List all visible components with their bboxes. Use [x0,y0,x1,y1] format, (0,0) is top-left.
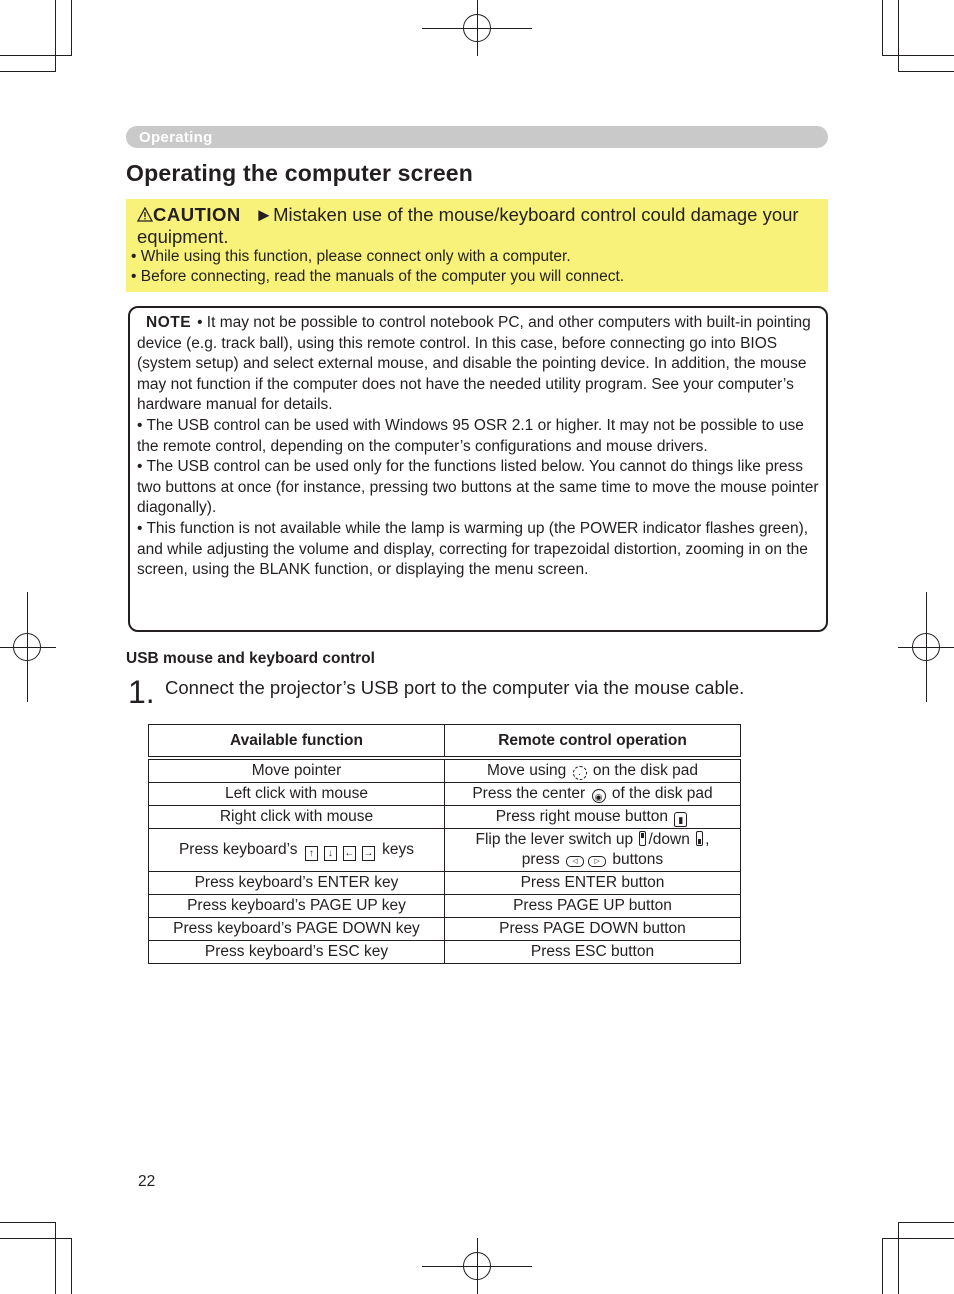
caution-label-group [137,204,241,225]
operation-text: on the disk pad [592,762,699,779]
function-cell: Press keyboard’s ESC key [149,941,445,964]
operation-text: /down [648,831,690,848]
function-text: keys [382,840,415,858]
section-label: Operating [139,129,213,146]
function-cell: Press keyboard’s PAGE DOWN key [149,918,445,941]
lever-down-icon [696,831,703,846]
table-row [149,941,741,964]
function-cell: Left click with mouse [149,783,445,806]
function-text: Press keyboard’s [178,840,298,858]
operation-text: buttons [612,851,664,868]
section-subheading: USB mouse and keyboard control [126,650,375,667]
operation-cell: Press PAGE DOWN button [445,918,741,941]
disk-pad-center-icon: ◉ [592,789,606,803]
operation-cell: Press ENTER button [445,872,741,895]
operation-text: Press right mouse button [495,807,668,825]
operation-text: Move using [486,762,567,779]
operation-text: Flip the lever switch up [475,831,634,848]
operation-cell: Press PAGE UP button [445,895,741,918]
note-text: • It may not be possible to control notebook PC, and other computers with built-in pointing device (e.g. track ball), using this remote control. In this case, before connecting go into BIOS (system setup) and select external mouse, and disable the pointing device. In addition, the mouse may not function if the computer does not have the needed utility program. See your computer’s hardware manual for details. • The USB control can be used with Windows 95 OSR 2.1 or higher. It may not be possible to use the remote control, depending on the computer’s configurations and mouse drivers. • The USB control can be used only for the functions listed below. You cannot do things like press two buttons at once (for instance, pressing two buttons at the same time to move the mouse pointer diagonally). • This function is not available while the lamp is warming up (the POWER indicator flashes green), and while adjusting the volume and display, correcting for trapezoidal distortion, zooming in on the screen, using the BLANK function, or displaying the menu screen. [137,314,819,579]
step-number: 1. [128,674,155,710]
caution-bullet: • Before connecting, read the manuals of the computer you will connect. [131,268,625,285]
note-body [137,313,823,581]
function-table [148,724,741,964]
function-cell: Press keyboard’s ENTER key [149,872,445,895]
function-cell [149,829,445,872]
table-row [149,895,741,918]
function-cell: Press keyboard’s PAGE UP key [149,895,445,918]
note-box [128,306,828,632]
left-button-icon: ◁ [566,856,584,867]
operation-text: of the disk pad [611,785,713,802]
operation-cell [445,760,741,783]
caution-heading [137,204,817,248]
caution-label: CAUTION [153,204,241,225]
right-button-icon: ▷ [588,856,606,867]
page-number: 22 [138,1173,156,1190]
operation-cell [445,829,741,872]
table-row [149,918,741,941]
function-cell: Right click with mouse [149,806,445,829]
warning-triangle-icon [137,207,153,222]
table-row [149,829,741,872]
arrow-right-key-icon: → [363,847,374,859]
caution-arrow: ► [254,204,274,225]
page-title: Operating the computer screen [126,160,474,186]
table-row [149,872,741,895]
table-header-row [149,725,741,757]
arrow-up-key-icon: ↑ [305,846,318,861]
table-row [149,783,741,806]
table-row [149,806,741,829]
table-row [149,760,741,783]
mouse-button-icon: ▮ [674,812,687,827]
operation-text: press [521,851,560,868]
function-cell: Move pointer [149,760,445,783]
operation-cell [445,806,741,829]
column-header: Available function [149,725,445,757]
caution-box [126,199,828,292]
arrow-left-key-icon: ← [344,847,355,859]
operation-text: , [705,831,710,848]
lever-up-icon [639,831,646,846]
note-label: NOTE [146,314,192,331]
operation-cell [445,783,741,806]
column-header: Remote control operation [445,725,741,757]
disk-pad-icon: · [573,766,587,780]
section-bar [126,126,828,148]
step-text: Connect the projector’s USB port to the computer via the mouse cable. [165,677,745,698]
operation-cell: Press ESC button [445,941,741,964]
operation-text: Press the center [472,785,586,802]
caution-message: Mistaken use of the mouse/keyboard control could damage your equipment. [137,204,799,247]
caution-bullet: • While using this function, please connect only with a computer. [131,248,571,265]
arrow-down-key-icon: ↓ [324,846,337,861]
